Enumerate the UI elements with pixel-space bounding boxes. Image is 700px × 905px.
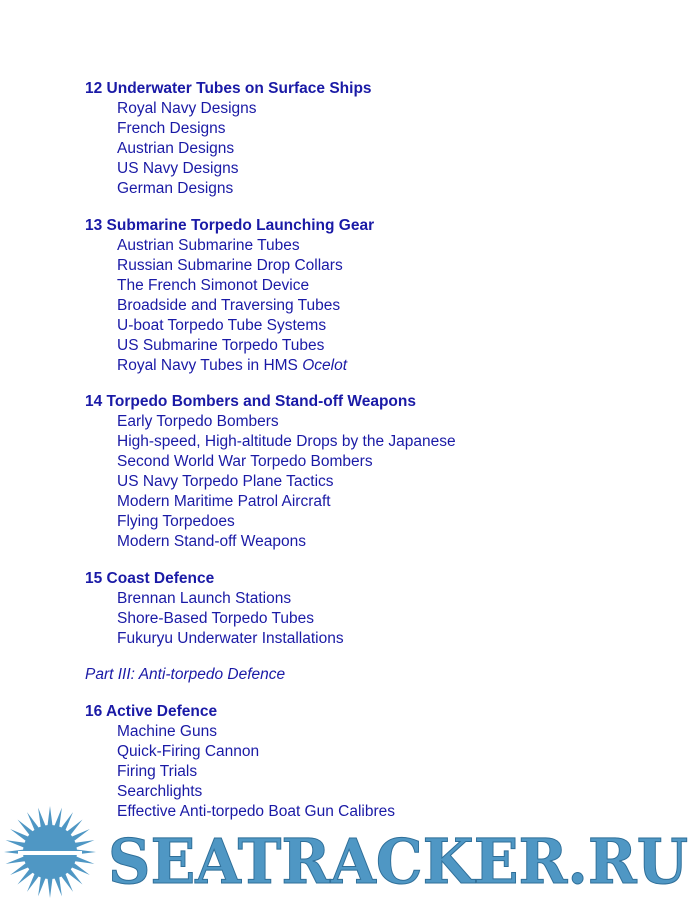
- sun-ray: [6, 856, 26, 864]
- section-item: Flying Torpedoes: [117, 513, 235, 530]
- sun-ray: [61, 873, 73, 892]
- section-item: French Designs: [117, 120, 226, 137]
- section-list: [85, 589, 685, 649]
- section-item: Shore-Based Torpedo Tubes: [117, 609, 315, 627]
- section-list: [85, 236, 685, 376]
- chapter-12: [85, 79, 685, 199]
- section-list: [85, 99, 685, 199]
- section-item: Machine Guns: [117, 723, 217, 740]
- sun-ray: [38, 876, 46, 896]
- section-item: High-speed, High-altitude Drops by the Japanese: [117, 433, 456, 450]
- sun-logo-icon: [4, 806, 96, 898]
- chapter-title: 15 Coast Defence: [85, 569, 215, 587]
- section-item: US Navy Designs: [117, 160, 239, 177]
- section-item: Russian Submarine Drop Collars: [117, 256, 343, 274]
- section-item: German Designs: [117, 180, 234, 197]
- chapter-title: 14 Torpedo Bombers and Stand-off Weapons: [85, 393, 416, 410]
- sun-ray: [10, 863, 29, 875]
- sun-ray: [74, 856, 94, 864]
- sun-ray: [71, 829, 90, 841]
- section-item: Fukuryu Underwater Installations: [117, 629, 344, 647]
- chapter-13: [85, 216, 685, 376]
- chapter-15: [85, 569, 685, 649]
- sun-ray: [27, 873, 39, 892]
- sun-ray: [10, 829, 29, 841]
- chapter-title: 12 Underwater Tubes on Surface Ships: [85, 80, 372, 97]
- sun-ray: [54, 808, 62, 828]
- section-item: Firing Trials: [117, 763, 198, 780]
- section-item: Royal Navy Designs: [117, 100, 257, 117]
- section-item: Second World War Torpedo Bombers: [117, 453, 373, 470]
- seatracker-watermark: [0, 795, 700, 905]
- sun-ray: [61, 812, 73, 831]
- section-item: The French Simonot Device: [117, 276, 310, 294]
- sun-ray: [27, 812, 39, 831]
- sun-ray: [54, 876, 62, 896]
- section-item: Effective Anti-torpedo Boat Gun Calibres: [117, 803, 396, 820]
- section-item: Early Torpedo Bombers: [117, 413, 279, 430]
- section-item: Austrian Submarine Tubes: [117, 236, 300, 254]
- section-item: Austrian Designs: [117, 140, 235, 157]
- sun-ray: [71, 863, 90, 875]
- sun-ray: [38, 808, 46, 828]
- chapter-title: 16 Active Defence: [85, 703, 218, 720]
- section-item: [117, 356, 685, 376]
- section-item: Searchlights: [117, 783, 203, 800]
- sun-ray: [74, 840, 94, 848]
- sun-ray: [47, 806, 52, 826]
- table-of-contents: [85, 79, 685, 839]
- part-heading: Part III: Anti-torpedo Defence: [85, 666, 286, 683]
- section-item: Modern Maritime Patrol Aircraft: [117, 493, 331, 510]
- section-item: Modern Stand-off Weapons: [117, 533, 306, 550]
- section-item: U-boat Torpedo Tube Systems: [117, 316, 327, 334]
- chapter-title: 13 Submarine Torpedo Launching Gear: [85, 216, 375, 234]
- section-list: [85, 412, 685, 552]
- chapter-14: [85, 392, 685, 552]
- sun-ray: [47, 878, 52, 898]
- section-item: Brennan Launch Stations: [117, 589, 292, 607]
- section-item: Broadside and Traversing Tubes: [117, 296, 341, 314]
- sun-ray: [6, 840, 26, 848]
- section-item: US Navy Torpedo Plane Tactics: [117, 473, 334, 490]
- ship-name: Ocelot: [302, 356, 348, 374]
- watermark-text: SEATRACKER.RU: [108, 825, 688, 898]
- section-item-text: Royal Navy Tubes in HMS: [117, 356, 303, 374]
- section-item: US Submarine Torpedo Tubes: [117, 336, 325, 354]
- section-item: Quick-Firing Cannon: [117, 743, 260, 760]
